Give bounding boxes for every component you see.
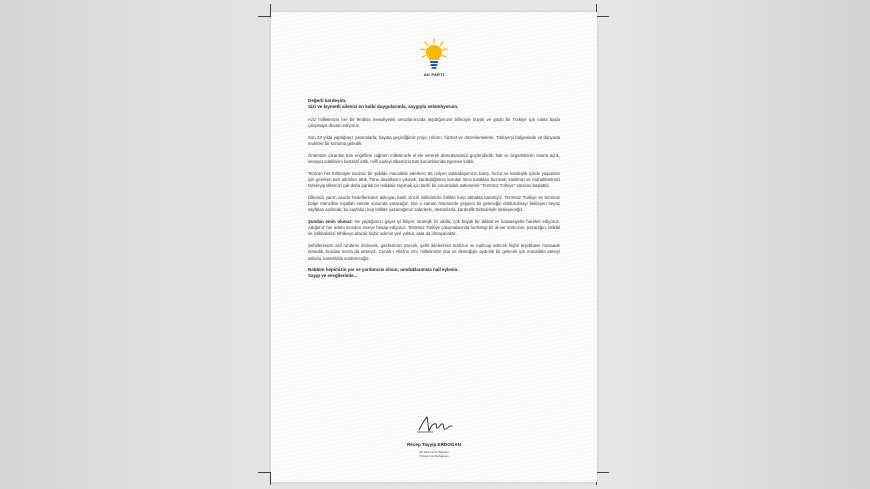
signer-role-2: Türkiye Cumhurbaşkanı bbox=[419, 454, 449, 459]
signature-image bbox=[411, 410, 461, 436]
signer-name: Recep Tayyip ERDOĞAN bbox=[406, 442, 462, 447]
greeting-line-2: Sizi ve kıymetli ailenizi en kalbi duygularımla, saygıyla selamlıyorum. bbox=[308, 104, 459, 110]
logo-text: AK PARTİ bbox=[423, 72, 445, 77]
crop-mark-top-right bbox=[596, 4, 609, 17]
crop-mark-bottom-left bbox=[258, 472, 271, 485]
signer-block bbox=[371, 442, 497, 458]
emphasis-text: Şundan emin olunuz: bbox=[308, 218, 353, 224]
paragraph-6-text: Ne yaptığımızı gayet iyi biliyor; stratejik bir akılla, çok büyük bir dikkat ve hassasiyetle hareket ediyoruz. Attığımız her adımı inceden inceye hesap ediyoruz. Terörsüz Türkiye çalışmalarında herhangi bir al-ver sürecinin, pazarlığın, istiklal ve istikbalimizi tehlikeye atacak hiçbir adımın yeri yoktur, asla da olmayacaktır. bbox=[308, 218, 560, 237]
paragraph-3: Önümüze çıkarılan tüm engellere rağmen milletimizle el ele vererek demokrasimizi güçlendirdik, hak ve özgürlüklerin önünü açtık, vesayet odaklarını bertaraf ettik, millî iradeyi ülkemizin tüm kurumlarında egemen kıldık. bbox=[308, 152, 560, 164]
greeting bbox=[308, 98, 560, 110]
paragraph-6 bbox=[308, 219, 560, 238]
paragraph-5: Ülkemizi yarım asırdır hedeflerinden alıkoyan kanlı zinciri milletimizle birlikte kırıp atmakta kararlıyız. Terörsüz Türkiye ve terörsüz bölge menziline inşallah eninde sonunda varacağız. İşte o zaman önümüzde yepyeni bir geleceğin doldurulmayı bekleyen beyaz sayfaları açılacak; bu sayfaları hep birlikte yazacağımız zaferlerle, destanlarla, kardeşlik türküleriyle süsleyeceğiz. bbox=[308, 194, 560, 213]
closing-line-2: Saygı ve sevgilerimle... bbox=[308, 273, 358, 279]
paragraph-4: Terörün her türlüsüyle tavizsiz bir şekilde mücadele ederken; 86 milyon vatandaşımızın barış, huzur ve kardeşlik içinde yaşaması için gereken tüm adımları attık. Fitne duvarlarını yıkmak; kardeşliğimize kurulan sinsi tuzakları bozmak; kavlimizi ve muhabbetimizi tazeleyip ülkemizi çok daha parlak bir istikbale taşımak için tarihî bir sorumluluk üstlenerek "Terörsüz Türkiye" sürecini başlattık. bbox=[308, 170, 560, 189]
crop-mark-bottom-right bbox=[596, 472, 609, 485]
paragraph-7: Şehitlerimizin asil ruhlarını incitecek, gazilerimizi üzecek, şehit ailelerimizi mahzun ve mahcup edecek hiçbir teşebbüse müsaade etmedik, bundan sonra da etmeyiz. Cenab-ı Allah'ın izni, milletimizin dua ve desteğiyle aydınlık bir gelecek için mücadele etmeyi sabırla, kararlılıkla sürdüreceğiz. bbox=[308, 243, 560, 261]
signer-role-1: AK Parti Genel Başkanı bbox=[419, 450, 449, 454]
ak-parti-logo bbox=[419, 38, 449, 82]
closing bbox=[308, 267, 560, 279]
paragraph-2: Son 23 yılda yaptığımız yatırımlarla, hayata geçirdiğimiz proje, reform, hizmet ve düzenlemelerle, Türkiye'yi bölgesinde ve dünyada muteber bir konuma getirdik. bbox=[308, 134, 560, 147]
letter-sheet bbox=[271, 12, 597, 482]
greeting-line-1: Değerli kardeşim, bbox=[308, 98, 347, 103]
paragraph-1: Aziz milletimizin her bir ferdinin mesuliyetini omuzlarımızda taşıdığımızın bilinciyle büyük ve güçlü bir Türkiye için canla başla çalışmaya devam ediyoruz. bbox=[308, 116, 560, 129]
closing-line-1: Rabbim hepimizin yar ve yardımcısı olsun; umduklarımıza nail eylesin. bbox=[308, 267, 459, 273]
letter-body bbox=[308, 98, 560, 280]
light-bulb-icon bbox=[419, 38, 449, 70]
crop-mark-top-left bbox=[258, 4, 271, 17]
